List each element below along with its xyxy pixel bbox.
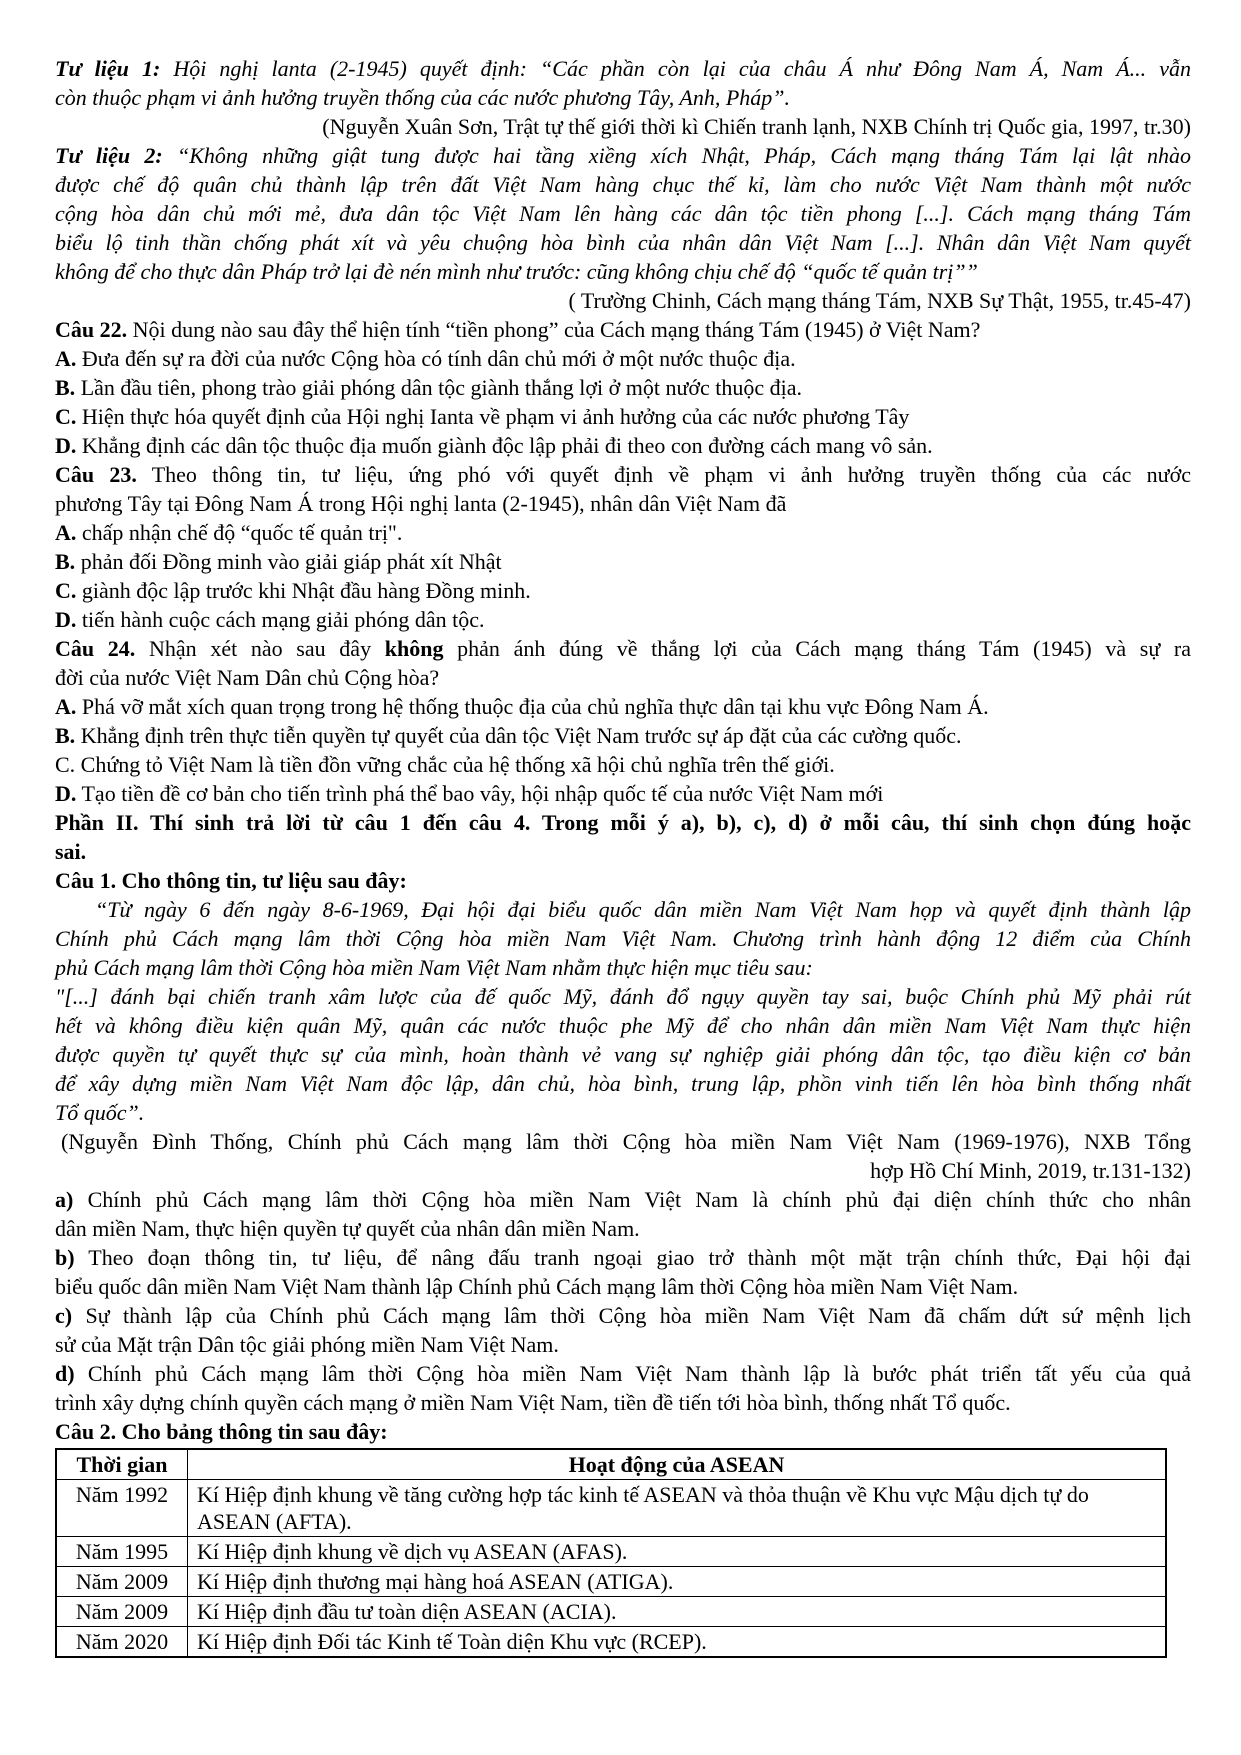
citation-nguyen-dinh-thong-line-1 <box>55 1127 1191 1156</box>
text-run: Tổ quốc”. <box>55 1100 145 1125</box>
part-2-heading-line-1 <box>55 808 1191 837</box>
text-run: sai. <box>55 839 87 864</box>
question-1-quote-line-7 <box>55 1069 1191 1098</box>
text-run: C. Chứng tỏ Việt Nam là tiền đồn vững chắc của hệ thống xã hội chủ nghĩa trên thế giới. <box>55 752 835 777</box>
text-run: A. <box>55 346 77 371</box>
text-run: Chính phủ Cách mạng lâm thời Cộng hòa miền Nam Việt Nam thành lập là bước phát triển tất yếu của quả <box>74 1361 1191 1386</box>
text-run: để xây dựng miền Nam Việt Nam độc lập, dân chủ, hòa bình, trung lập, phồn vinh tiến lên hòa bình thống nhất <box>55 1071 1191 1096</box>
table-cell-activity: Kí Hiệp định Đối tác Kinh tế Toàn diện Khu vực (RCEP). <box>188 1627 1167 1658</box>
tu-lieu-2-line-3 <box>55 199 1191 228</box>
text-run: d) <box>55 1361 75 1386</box>
table-cell-year: Năm 1992 <box>56 1480 188 1537</box>
text-run: Khẳng định trên thực tiễn quyền tự quyết của dân tộc Việt Nam trước sự áp đặt của các cường quốc. <box>75 723 962 748</box>
text-run: Câu 23. <box>55 462 137 487</box>
question-24-option-d <box>55 779 1191 808</box>
text-run: Theo đoạn thông tin, tư liệu, để nâng đấu tranh ngoại giao trở thành một mặt trận chính thức, Đại hội đại <box>74 1245 1191 1270</box>
question-1-quote-line-5 <box>55 1011 1191 1040</box>
question-1-quote-line-2 <box>55 924 1191 953</box>
table-cell-activity: Kí Hiệp định khung về dịch vụ ASEAN (AFAS). <box>188 1537 1167 1567</box>
text-run: Câu 24. <box>55 636 136 661</box>
question-22-option-c <box>55 402 1191 431</box>
table-cell-year: Năm 2009 <box>56 1597 188 1627</box>
question-1-quote-line-1 <box>55 895 1191 924</box>
tu-lieu-1-line-1 <box>55 54 1191 83</box>
text-run: Phá vỡ mắt xích quan trọng trong hệ thống thuộc địa của chủ nghĩa thực dân tại khu vực Đông Nam Á. <box>76 694 989 719</box>
table-cell-year: Năm 1995 <box>56 1537 188 1567</box>
text-run: Chính phủ Cách mạng lâm thời Cộng hòa miền Nam Việt Nam. Chương trình hành động 12 điểm của Chính <box>55 926 1191 951</box>
tu-lieu-2-line-4 <box>55 228 1191 257</box>
text-run: Chính phủ Cách mạng lâm thời Cộng hòa miền Nam Việt Nam là chính phủ đại diện chính thức cho nhân <box>73 1187 1191 1212</box>
table-row <box>56 1537 1166 1567</box>
text-run: được quyền tự quyết thực sự của mình, hoàn thành vẻ vang sự nghiệp giải phóng dân tộc, tạo điều kiện cơ bản <box>55 1042 1191 1067</box>
text-run: tiến hành cuộc cách mạng giải phóng dân tộc. <box>76 607 485 632</box>
text-run: giành độc lập trước khi Nhật đầu hàng Đồng minh. <box>76 578 531 603</box>
text-run: “Không những giật tung được hai tầng xiềng xích Nhật, Pháp, Cách mạng tháng Tám lại lật nhào <box>162 143 1191 168</box>
text-run: Tư liệu 1: <box>55 56 161 81</box>
question-1-item-d-line-1 <box>55 1359 1191 1388</box>
tu-lieu-2-line-2 <box>55 170 1191 199</box>
asean-table-header <box>56 1449 1166 1480</box>
text-run: A. <box>55 520 77 545</box>
question-22-stem <box>55 315 1191 344</box>
question-1-item-b-line-1 <box>55 1243 1191 1272</box>
table-row <box>56 1567 1166 1597</box>
question-2-heading <box>55 1417 1191 1446</box>
table-row <box>56 1597 1166 1627</box>
question-1-quote-line-3 <box>55 953 1191 982</box>
text-run: không <box>384 636 444 661</box>
text-run: Tư liệu 2: <box>55 143 163 168</box>
text-run: c) <box>55 1303 73 1328</box>
table-cell-activity: Kí Hiệp định khung về tăng cường hợp tác kinh tế ASEAN và thỏa thuận về Khu vực Mậu dịch tự do ASEAN (AFTA). <box>188 1480 1167 1537</box>
citation-nguyen-xuan-son <box>55 112 1191 141</box>
question-1-heading <box>55 866 1191 895</box>
text-run: phủ Cách mạng lâm thời Cộng hòa miền Nam Việt Nam nhằm thực hiện mục tiêu sau: <box>55 955 813 980</box>
text-run: C. <box>55 404 77 429</box>
text-run: chấp nhận chế độ “quốc tế quản trị". <box>76 520 403 545</box>
question-1-quote-line-6 <box>55 1040 1191 1069</box>
text-run: đời của nước Việt Nam Dân chủ Cộng hòa? <box>55 665 440 690</box>
question-1-quote-line-4 <box>55 982 1191 1011</box>
table-header-row <box>56 1449 1166 1480</box>
text-run: được chế độ quân chủ thành lập trên đất Việt Nam hàng chục thế kỉ, làm cho nước Việt Nam thành một nước <box>55 172 1191 197</box>
text-run: “Từ ngày 6 đến ngày 8-6-1969, Đại hội đại biểu quốc dân miền Nam Việt Nam họp và quyết định thành lập <box>95 897 1191 922</box>
text-run: a) <box>55 1187 74 1212</box>
text-run: Lần đầu tiên, phong trào giải phóng dân tộc giành thắng lợi ở một nước thuộc địa. <box>75 375 803 400</box>
question-23-option-d <box>55 605 1191 634</box>
citation-truong-chinh <box>55 286 1191 315</box>
text-run: Hiện thực hóa quyết định của Hội nghị Ianta về phạm vi ảnh hưởng của các nước phương Tây <box>76 404 910 429</box>
question-1-item-d-line-2 <box>55 1388 1191 1417</box>
text-run: Sự thành lập của Chính phủ Cách mạng lâm thời Cộng hòa miền Nam Việt Nam đã chấm dứt sứ mệnh lịch <box>72 1303 1191 1328</box>
question-22-option-a <box>55 344 1191 373</box>
question-22-option-b <box>55 373 1191 402</box>
text-run: Nội dung nào sau đây thể hiện tính “tiền phong” của Cách mạng tháng Tám (1945) ở Việt Nam? <box>127 317 981 342</box>
question-24-option-a <box>55 692 1191 721</box>
text-run: còn thuộc phạm vi ảnh hưởng truyền thống của các nước phương Tây, Anh, Pháp”. <box>55 85 791 110</box>
text-run: (Nguyễn Xuân Sơn, Trật tự thế giới thời kì Chiến tranh lạnh, NXB Chính trị Quốc gia, 1997, tr.30) <box>322 114 1191 139</box>
text-run: Phần II. Thí sinh trả lời từ câu 1 đến câu 4. Trong mỗi ý a), b), c), d) ở mỗi câu, thí sinh chọn đúng hoặc <box>55 810 1191 835</box>
question-23-option-a <box>55 518 1191 547</box>
text-run: phương Tây tại Đông Nam Á trong Hội nghị lanta (2-1945), nhân dân Việt Nam đã <box>55 491 787 516</box>
asean-activities-table <box>55 1448 1167 1658</box>
text-run: Câu 22. <box>55 317 128 342</box>
text-run: phản đối Đồng minh vào giải giáp phát xít Nhật <box>75 549 502 574</box>
text-run: B. <box>55 723 76 748</box>
question-24-option-c <box>55 750 1191 779</box>
part-2-heading-line-2 <box>55 837 1191 866</box>
text-run: trình xây dựng chính quyền cách mạng ở miền Nam Việt Nam, tiền đề tiến tới hòa bình, thống nhất Tổ quốc. <box>55 1390 1011 1415</box>
table-cell-activity: Kí Hiệp định thương mại hàng hoá ASEAN (ATIGA). <box>188 1567 1167 1597</box>
question-1-quote-line-8 <box>55 1098 1191 1127</box>
text-run: Hội nghị lanta (2-1945) quyết định: “Các phần còn lại của châu Á như Đông Nam Á, Nam Á... vẫn <box>160 56 1191 81</box>
question-24-option-b <box>55 721 1191 750</box>
document-text-block <box>55 54 1191 1446</box>
question-22-option-d <box>55 431 1191 460</box>
text-run: Nhận xét nào sau đây <box>135 636 385 661</box>
text-run: A. <box>55 694 77 719</box>
question-24-stem-line-1 <box>55 634 1191 663</box>
tu-lieu-1-line-2 <box>55 83 1191 112</box>
table-row <box>56 1627 1166 1658</box>
table-row <box>56 1480 1166 1537</box>
table-cell-year: Năm 2020 <box>56 1627 188 1658</box>
text-run: Khẳng định các dân tộc thuộc địa muốn giành độc lập phải đi theo con đường cách mang vô sản. <box>76 433 933 458</box>
text-run: hết và không điều kiện quân Mỹ, quân các nước thuộc phe Mỹ để cho nhân dân miền Nam Việt Nam thực hiện <box>55 1013 1191 1038</box>
question-23-stem-line-2 <box>55 489 1191 518</box>
text-run: Đưa đến sự ra đời của nước Cộng hòa có tính dân chủ mới ở một nước thuộc địa. <box>76 346 796 371</box>
text-run: Câu 1. Cho thông tin, tư liệu sau đây: <box>55 868 407 893</box>
question-1-item-a-line-2 <box>55 1214 1191 1243</box>
table-header-cell: Thời gian <box>56 1449 188 1480</box>
question-23-stem-line-1 <box>55 460 1191 489</box>
question-24-stem-line-2 <box>55 663 1191 692</box>
tu-lieu-2-line-5 <box>55 257 1191 286</box>
table-cell-year: Năm 2009 <box>56 1567 188 1597</box>
text-run: (Nguyễn Đình Thống, Chính phủ Cách mạng lâm thời Cộng hòa miền Nam Việt Nam (1969-1976), NXB Tổng <box>61 1129 1191 1154</box>
text-run: hợp Hồ Chí Minh, 2019, tr.131-132) <box>870 1158 1191 1183</box>
text-run: b) <box>55 1245 75 1270</box>
table-cell-activity: Kí Hiệp định đầu tư toàn diện ASEAN (ACIA). <box>188 1597 1167 1627</box>
citation-nguyen-dinh-thong-line-2 <box>55 1156 1191 1185</box>
question-23-option-b <box>55 547 1191 576</box>
text-run: D. <box>55 607 77 632</box>
text-run: biểu quốc dân miền Nam Việt Nam thành lập Chính phủ Cách mạng lâm thời Cộng hòa miền Nam Việt Nam. <box>55 1274 1019 1299</box>
text-run: không để cho thực dân Pháp trở lại đè nén mình như trước: cũng không chịu chế độ “quốc tế quản trị”” <box>55 259 978 284</box>
text-run: cộng hòa dân chủ mới mẻ, đưa dân tộc Việt Nam lên hàng các dân tộc tiền phong [...]. Cách mạng tháng Tám <box>55 201 1191 226</box>
text-run: D. <box>55 781 77 806</box>
text-run: Theo thông tin, tư liệu, ứng phó với quyết định về phạm vi ảnh hưởng truyền thống của các nước <box>136 462 1192 487</box>
asean-table-body <box>56 1480 1166 1658</box>
tu-lieu-2-line-1 <box>55 141 1191 170</box>
text-run: phản ánh đúng về thắng lợi của Cách mạng tháng Tám (1945) và sự ra <box>443 636 1192 661</box>
text-run: C. <box>55 578 77 603</box>
text-run: sử của Mặt trận Dân tộc giải phóng miền Nam Việt Nam. <box>55 1332 559 1357</box>
question-1-item-c-line-1 <box>55 1301 1191 1330</box>
text-run: D. <box>55 433 77 458</box>
text-run: ( Trường Chinh, Cách mạng tháng Tám, NXB Sự Thật, 1955, tr.45-47) <box>568 288 1191 313</box>
question-23-option-c <box>55 576 1191 605</box>
text-run: biểu lộ tinh thần chống phát xít và yêu chuộng hòa bình của nhân dân Việt Nam [...]. Nhân dân Việt Nam quyết <box>55 230 1191 255</box>
question-1-item-a-line-1 <box>55 1185 1191 1214</box>
text-run: B. <box>55 375 76 400</box>
text-run: Câu 2. Cho bảng thông tin sau đây: <box>55 1419 388 1444</box>
text-run: B. <box>55 549 76 574</box>
text-run: "[...] đánh bại chiến tranh xâm lược của đế quốc Mỹ, đánh đổ ngụy quyền tay sai, buộc Chính phủ Mỹ phải rút <box>55 984 1191 1009</box>
text-run: Tạo tiền đề cơ bản cho tiến trình phá thể bao vây, hội nhập quốc tế của nước Việt Nam mới <box>76 781 884 806</box>
question-1-item-c-line-2 <box>55 1330 1191 1359</box>
question-1-item-b-line-2 <box>55 1272 1191 1301</box>
text-run: dân miền Nam, thực hiện quyền tự quyết của nhân dân miền Nam. <box>55 1216 640 1241</box>
table-header-cell: Hoạt động của ASEAN <box>188 1449 1167 1480</box>
